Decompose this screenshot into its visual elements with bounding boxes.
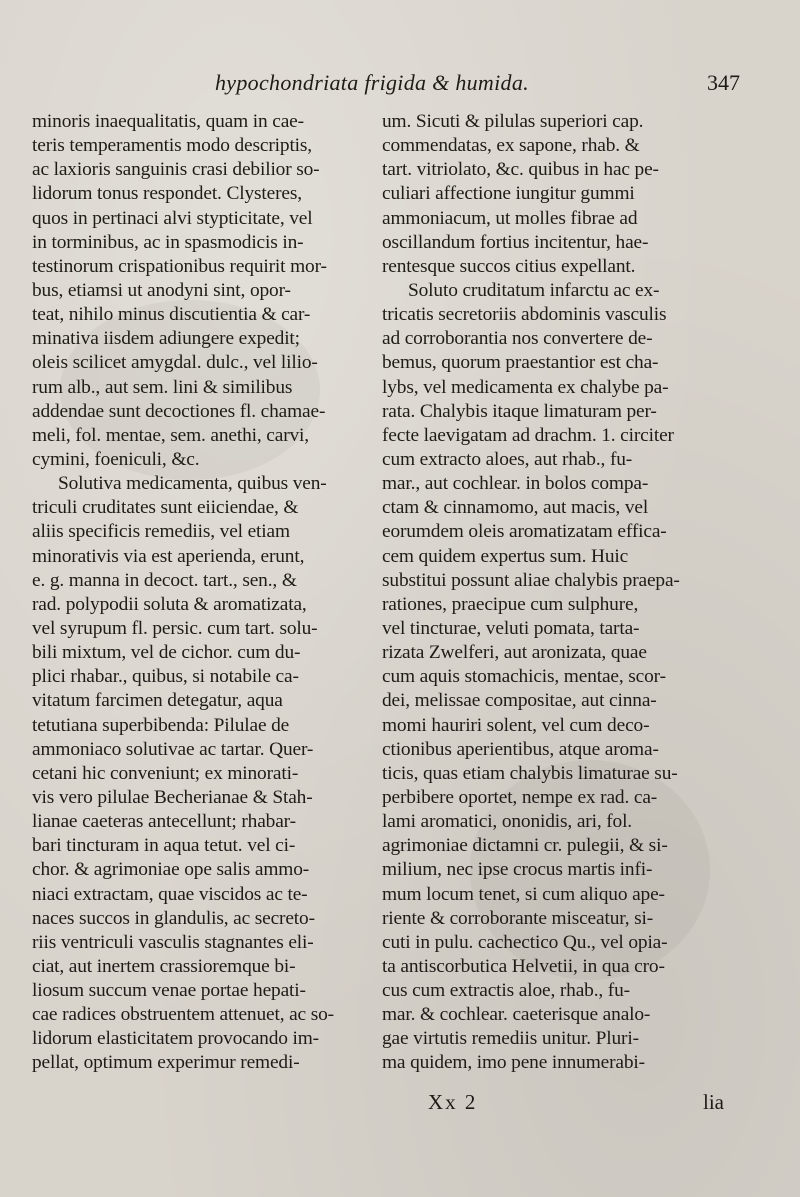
text-line: cum aquis stomachicis, mentae, scor- bbox=[382, 666, 666, 688]
text-line: teat, nihilo minus discutientia & car- bbox=[32, 304, 311, 326]
left-column bbox=[32, 110, 372, 1076]
text-line: riis ventriculi vasculis stagnantes eli- bbox=[32, 931, 314, 953]
text-line: rum alb., aut sem. lini & similibus bbox=[32, 376, 293, 398]
right-column bbox=[382, 110, 740, 1076]
text-line: lidorum elasticitatem provocando im- bbox=[32, 1028, 319, 1050]
text-line: lidorum tonus respondet. Clysteres, bbox=[32, 183, 302, 205]
text-line: riente & corroborante misceatur, si- bbox=[382, 907, 654, 929]
paragraph-start-line: Soluto cruditatum infarctu ac ex- bbox=[408, 279, 660, 301]
text-line: commendatas, ex sapone, rhab. & bbox=[382, 135, 640, 157]
text-line: tart. vitriolato, &c. quibus in hac pe- bbox=[382, 159, 659, 181]
text-line: ammoniacum, ut molles fibrae ad bbox=[382, 207, 638, 229]
text-line: pellat, optimum experimur remedi- bbox=[32, 1052, 300, 1074]
text-line: lami aromatici, ononidis, ari, fol. bbox=[382, 811, 633, 833]
running-title: hypochondriata frigida & humida. bbox=[215, 70, 529, 95]
text-line: lybs, vel medicamenta ex chalybe pa- bbox=[382, 376, 669, 398]
text-line: meli, fol. mentae, sem. anethi, carvi, bbox=[32, 424, 309, 446]
text-line: um. Sicuti & pilulas superiori cap. bbox=[382, 111, 644, 132]
text-line: plici rhabar., quibus, si notabile ca- bbox=[32, 666, 299, 688]
text-line: cymini, foeniculi, &c. bbox=[32, 448, 200, 470]
text-line: cetani hic conveniunt; ex minorati- bbox=[32, 762, 299, 784]
text-line: substitui possunt aliae chalybis praepa- bbox=[382, 569, 680, 591]
text-line: rationes, praecipue cum sulphure, bbox=[382, 593, 639, 615]
text-line: tetutiana superbibenda: Pilulae de bbox=[32, 714, 290, 736]
text-line: oleis scilicet amygdal. dulc., vel lilio- bbox=[32, 352, 318, 374]
catchword: lia bbox=[703, 1090, 724, 1114]
text-line: ticis, quas etiam chalybis limaturae su- bbox=[382, 762, 678, 784]
text-line: lianae caeteras antecellunt; rhabar- bbox=[32, 811, 296, 833]
text-line: triculi cruditates sunt eiiciendae, & bbox=[32, 497, 299, 519]
text-line: cus cum extractis aloe, rhab., fu- bbox=[382, 980, 630, 1002]
text-line: vitatum farcimen detegatur, aqua bbox=[32, 690, 283, 712]
text-line: rad. polypodii soluta & aromatizata, bbox=[32, 593, 307, 615]
text-line: ma quidem, imo pene innumerabi- bbox=[382, 1052, 645, 1074]
text-line: culiari affectione iungitur gummi bbox=[382, 183, 635, 205]
text-line: ammoniaco solutivae ac tartar. Quer- bbox=[32, 738, 314, 760]
text-line: vel syrupum fl. persic. cum tart. solu- bbox=[32, 617, 318, 639]
text-line: momi hauriri solent, vel cum deco- bbox=[382, 714, 650, 736]
text-line: in torminibus, ac in spasmodicis in- bbox=[32, 231, 304, 253]
text-line: niaci extractam, quae viscidos ac te- bbox=[32, 883, 308, 905]
text-line: mum locum tenet, si cum aliquo ape- bbox=[382, 883, 665, 905]
text-line: eorumdem oleis aromatizatam effica- bbox=[382, 521, 667, 543]
text-line: bus, etiamsi ut anodyni sint, opor- bbox=[32, 279, 291, 301]
text-line: perbibere oportet, nempe ex rad. ca- bbox=[382, 786, 658, 808]
text-line: ctionibus aperientibus, atque aroma- bbox=[382, 738, 659, 760]
text-line: quos in pertinaci alvi stypticitate, vel bbox=[32, 207, 313, 229]
page-number: 347 bbox=[707, 70, 740, 95]
text-line: testinorum crispationibus requirit mor- bbox=[32, 255, 327, 277]
text-line: rizata Zwelferi, aut aronizata, quae bbox=[382, 642, 647, 664]
page-header bbox=[215, 70, 740, 100]
text-line: oscillandum fortius incitentur, hae- bbox=[382, 231, 649, 253]
text-line: ad corroborantia nos convertere de- bbox=[382, 328, 653, 350]
text-line: chor. & agrimoniae ope salis ammo- bbox=[32, 859, 310, 881]
text-line: fecte laevigatam ad drachm. 1. circiter bbox=[382, 424, 674, 446]
text-line: e. g. manna in decoct. tart., sen., & bbox=[32, 569, 297, 591]
text-line: cem quidem expertus sum. Huic bbox=[382, 545, 629, 567]
text-line: naces succos in glandulis, ac secreto- bbox=[32, 907, 315, 929]
text-line: minorativis via est aperienda, erunt, bbox=[32, 545, 305, 567]
text-line: bili mixtum, vel de cichor. cum du- bbox=[32, 642, 301, 664]
text-line: cuti in pulu. cachectico Qu., vel opia- bbox=[382, 931, 668, 953]
text-line: cae radices obstruentem attenuet, ac so- bbox=[32, 1004, 334, 1026]
text-line: bari tincturam in aqua tetut. vel ci- bbox=[32, 835, 296, 857]
text-line: minoris inaequalitatis, quam in cae- bbox=[32, 111, 304, 132]
text-line: addendae sunt decoctiones fl. chamae- bbox=[32, 400, 326, 422]
text-line: ac laxioris sanguinis crasi debilior so- bbox=[32, 159, 320, 181]
text-line: teris temperamentis modo descriptis, bbox=[32, 135, 313, 157]
text-line: dei, melissae compositae, aut cinna- bbox=[382, 690, 657, 712]
text-line: rata. Chalybis itaque limaturam per- bbox=[382, 400, 657, 422]
text-line: liosum succum venae portae hepati- bbox=[32, 980, 306, 1002]
text-line: bemus, quorum praestantior est cha- bbox=[382, 352, 659, 374]
page-footer bbox=[0, 1090, 800, 1120]
text-line: aliis specificis remediis, vel etiam bbox=[32, 521, 290, 543]
text-line: gae virtutis remediis unitur. Pluri- bbox=[382, 1028, 639, 1050]
text-line: rentesque succos citius expellant. bbox=[382, 255, 636, 277]
text-line: mar., aut cochlear. in bolos compa- bbox=[382, 473, 649, 495]
text-line: tricatis secretoriis abdominis vasculis bbox=[382, 304, 667, 326]
paragraph-start-line: Solutiva medicamenta, quibus ven- bbox=[58, 473, 327, 495]
signature-mark: Xx 2 bbox=[428, 1090, 478, 1114]
text-line: ciat, aut inertem crassioremque bi- bbox=[32, 955, 296, 977]
text-line: mar. & cochlear. caeterisque analo- bbox=[382, 1004, 651, 1026]
text-line: agrimoniae dictamni cr. pulegii, & si- bbox=[382, 835, 668, 857]
text-line: minativa iisdem adiungere expedit; bbox=[32, 328, 300, 350]
text-line: cum extracto aloes, aut rhab., fu- bbox=[382, 448, 633, 470]
text-line: ctam & cinnamomo, aut macis, vel bbox=[382, 497, 649, 519]
text-line: milium, nec ipse crocus martis infi- bbox=[382, 859, 653, 881]
text-line: vel tincturae, veluti pomata, tarta- bbox=[382, 617, 640, 639]
text-line: vis vero pilulae Becherianae & Stah- bbox=[32, 786, 313, 808]
text-line: ta antiscorbutica Helvetii, in qua cro- bbox=[382, 955, 665, 977]
